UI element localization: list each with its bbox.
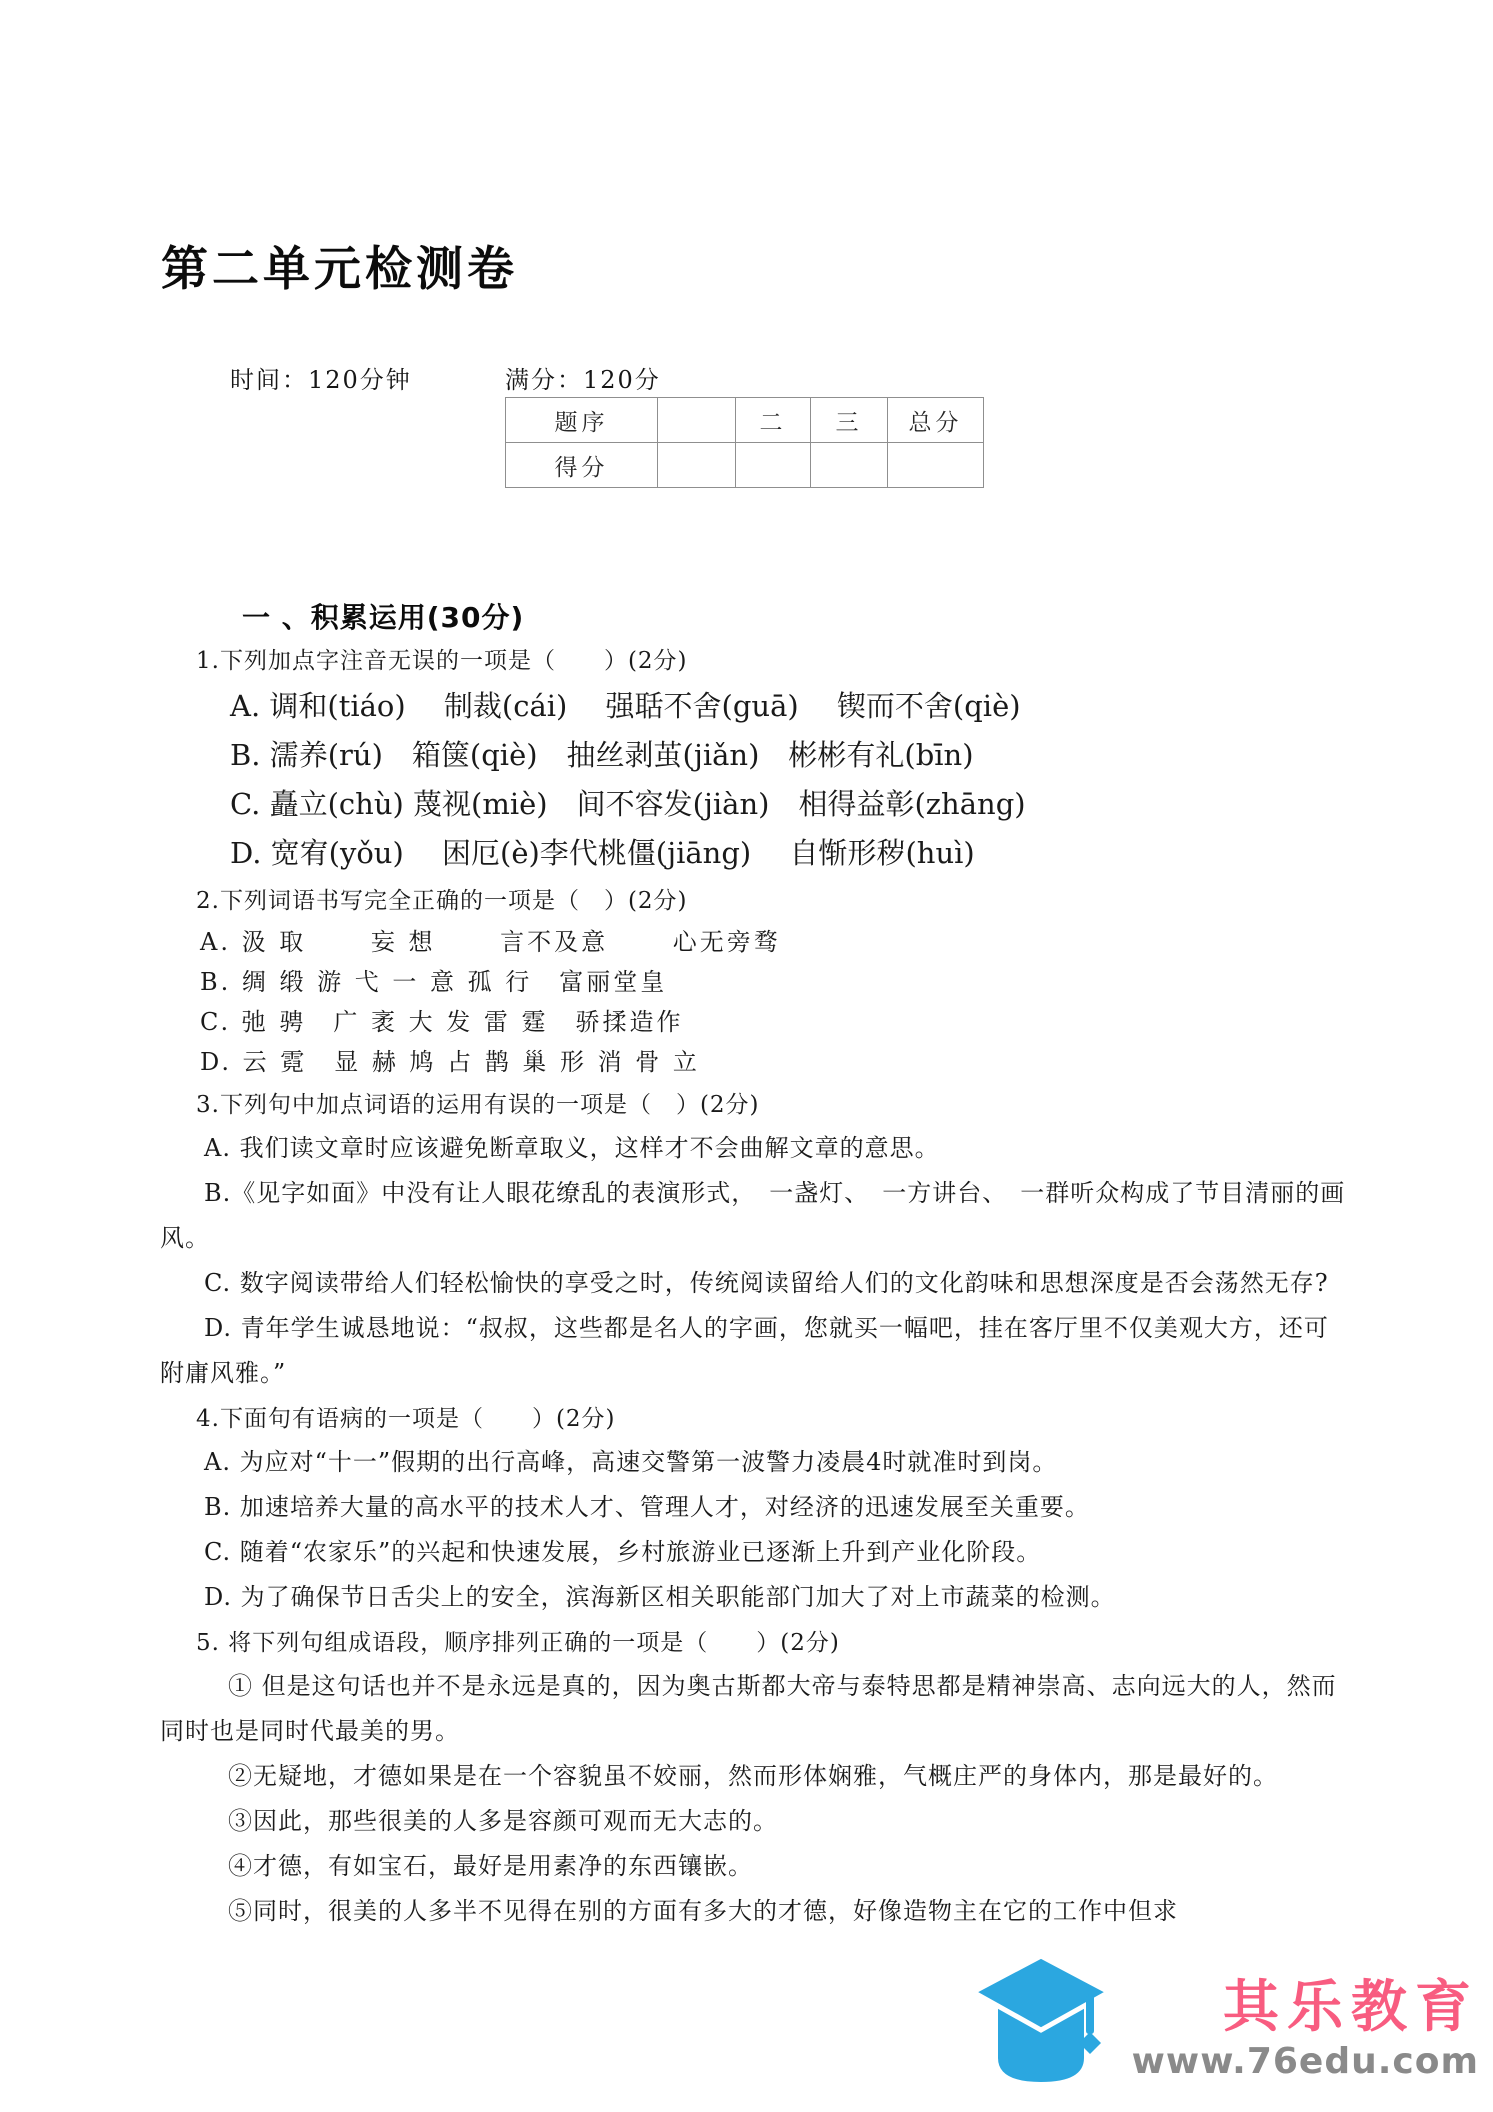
exam-body: [160, 596, 1350, 1936]
question-stem: 2.下列词语书写完全正确的一项是（ ）(2分): [196, 888, 688, 914]
publisher-logo: [972, 1954, 1479, 2106]
question-option: C. 数字阅读带给人们轻松愉快的享受之时，传统阅读留给人们的文化韵味和思想深度是否会荡然无存?: [204, 1269, 1329, 1297]
score-table: [505, 397, 984, 488]
full-score-label: 满分：120分: [505, 366, 661, 394]
score-table-header-row: [506, 398, 984, 443]
score-table-cell: [888, 443, 984, 488]
question-option: D. 云 霓 显 赫 鸠 占 鹊 巢 形 消 骨 立: [200, 1048, 700, 1076]
sentence-item: ④才德，有如宝石，最好是用素净的东西镶嵌。: [228, 1852, 753, 1880]
sentence-item: ① 但是这句话也并不是永远是真的，因为奥古斯都大帝与泰特思都是精神崇高、志向远大的人，然而同时也是同时代最美的男。: [160, 1672, 1337, 1745]
brand-name: 其乐教育: [1223, 1975, 1479, 2040]
exam-meta: [230, 360, 661, 395]
question-3: [160, 1084, 1350, 1396]
question-option: D. 宽宥(yǒu) 困厄(è)李代桃僵(jiāng) 自惭形秽(huì): [230, 836, 975, 870]
question-option: D. 为了确保节日舌尖上的安全，滨海新区相关职能部门加大了对上市蔬菜的检测。: [204, 1583, 1116, 1611]
question-option: A. 调和(tiáo) 制裁(cái) 强聒不舍(guā) 锲而不舍(qiè): [230, 689, 1021, 723]
question-option: A. 我们读文章时应该避免断章取义，这样才不会曲解文章的意思。: [204, 1134, 940, 1162]
question-option: C. 弛 骋 广 袤 大 发 雷 霆 骄揉造作: [200, 1008, 684, 1036]
question-stem: 4.下面句有语病的一项是（ ）(2分): [196, 1406, 616, 1432]
score-table-cell: [658, 443, 736, 488]
score-table-cell: [811, 443, 888, 488]
question-option: B. 加速培养大量的高水平的技术人才、管理人才，对经济的迅速发展至关重要。: [204, 1493, 1090, 1521]
question-option: C. 随着“农家乐”的兴起和快速发展，乡村旅游业已逐渐上升到产业化阶段。: [204, 1538, 1042, 1566]
sentence-item: ③因此，那些很美的人多是容颜可观而无大志的。: [228, 1807, 778, 1835]
question-option: B. 濡养(rú) 箱箧(qiè) 抽丝剥茧(jiǎn) 彬彬有礼(bīn): [230, 738, 974, 772]
question-stem: 5. 将下列句组成语段，顺序排列正确的一项是（ ）(2分): [196, 1630, 840, 1656]
question-option: A. 为应对“十一”假期的出行高峰，高速交警第一波警力凌晨4时就准时到岗。: [204, 1448, 1058, 1476]
question-stem: 1.下列加点字注音无误的一项是（ ）(2分): [196, 648, 688, 674]
score-table-score-row: [506, 443, 984, 488]
question-stem: 3.下列句中加点词语的运用有误的一项是（ ）(2分): [196, 1092, 760, 1118]
graduation-cap-icon: [972, 1954, 1112, 2106]
question-4: [160, 1398, 1350, 1620]
sentence-item: ⑤同时，很美的人多半不见得在别的方面有多大的才德，好像造物主在它的工作中但求: [228, 1897, 1178, 1925]
question-option: C. 矗立(chù) 蔑视(miè) 间不容发(jiàn) 相得益彰(zhāng): [230, 787, 1026, 821]
page-title: 第二单元检测卷: [161, 242, 518, 297]
section-heading: 一 、积累运用(30分): [242, 601, 525, 634]
question-5: [160, 1622, 1350, 1934]
score-table-cell: 三: [811, 398, 888, 443]
sentence-item: ②无疑地，才德如果是在一个容貌虽不姣丽，然而形体娴雅，气概庄严的身体内，那是最好的。: [228, 1762, 1278, 1790]
logo-text: [1132, 1976, 1479, 2084]
question-option: B.《见字如面》中没有让人眼花缭乱的表演形式， 一盏灯、 一方讲台、 一群听众构成了节目清丽的画风。: [160, 1179, 1346, 1252]
question-option: D. 青年学生诚恳地说：“叔叔，这些都是名人的字画，您就买一幅吧，挂在客厅里不仅美观大方，还可附庸风雅。”: [160, 1314, 1329, 1387]
score-table-cell: 总分: [888, 398, 984, 443]
score-table-cell: [658, 398, 736, 443]
question-1: [160, 640, 1350, 878]
time-limit-label: 时间：120分钟: [230, 366, 412, 394]
score-table-cell: 题序: [506, 398, 658, 443]
question-2: [160, 880, 1350, 1082]
score-table-cell: 二: [736, 398, 811, 443]
score-table-cell: [736, 443, 811, 488]
brand-website: www.76edu.com: [1131, 2041, 1479, 2082]
question-option: A. 汲 取 妄 想 言不及意 心无旁骛: [200, 928, 781, 956]
question-option: B. 绸 缎 游 弋 一 意 孤 行 富丽堂皇: [200, 968, 668, 996]
score-table-cell: 得分: [506, 443, 658, 488]
